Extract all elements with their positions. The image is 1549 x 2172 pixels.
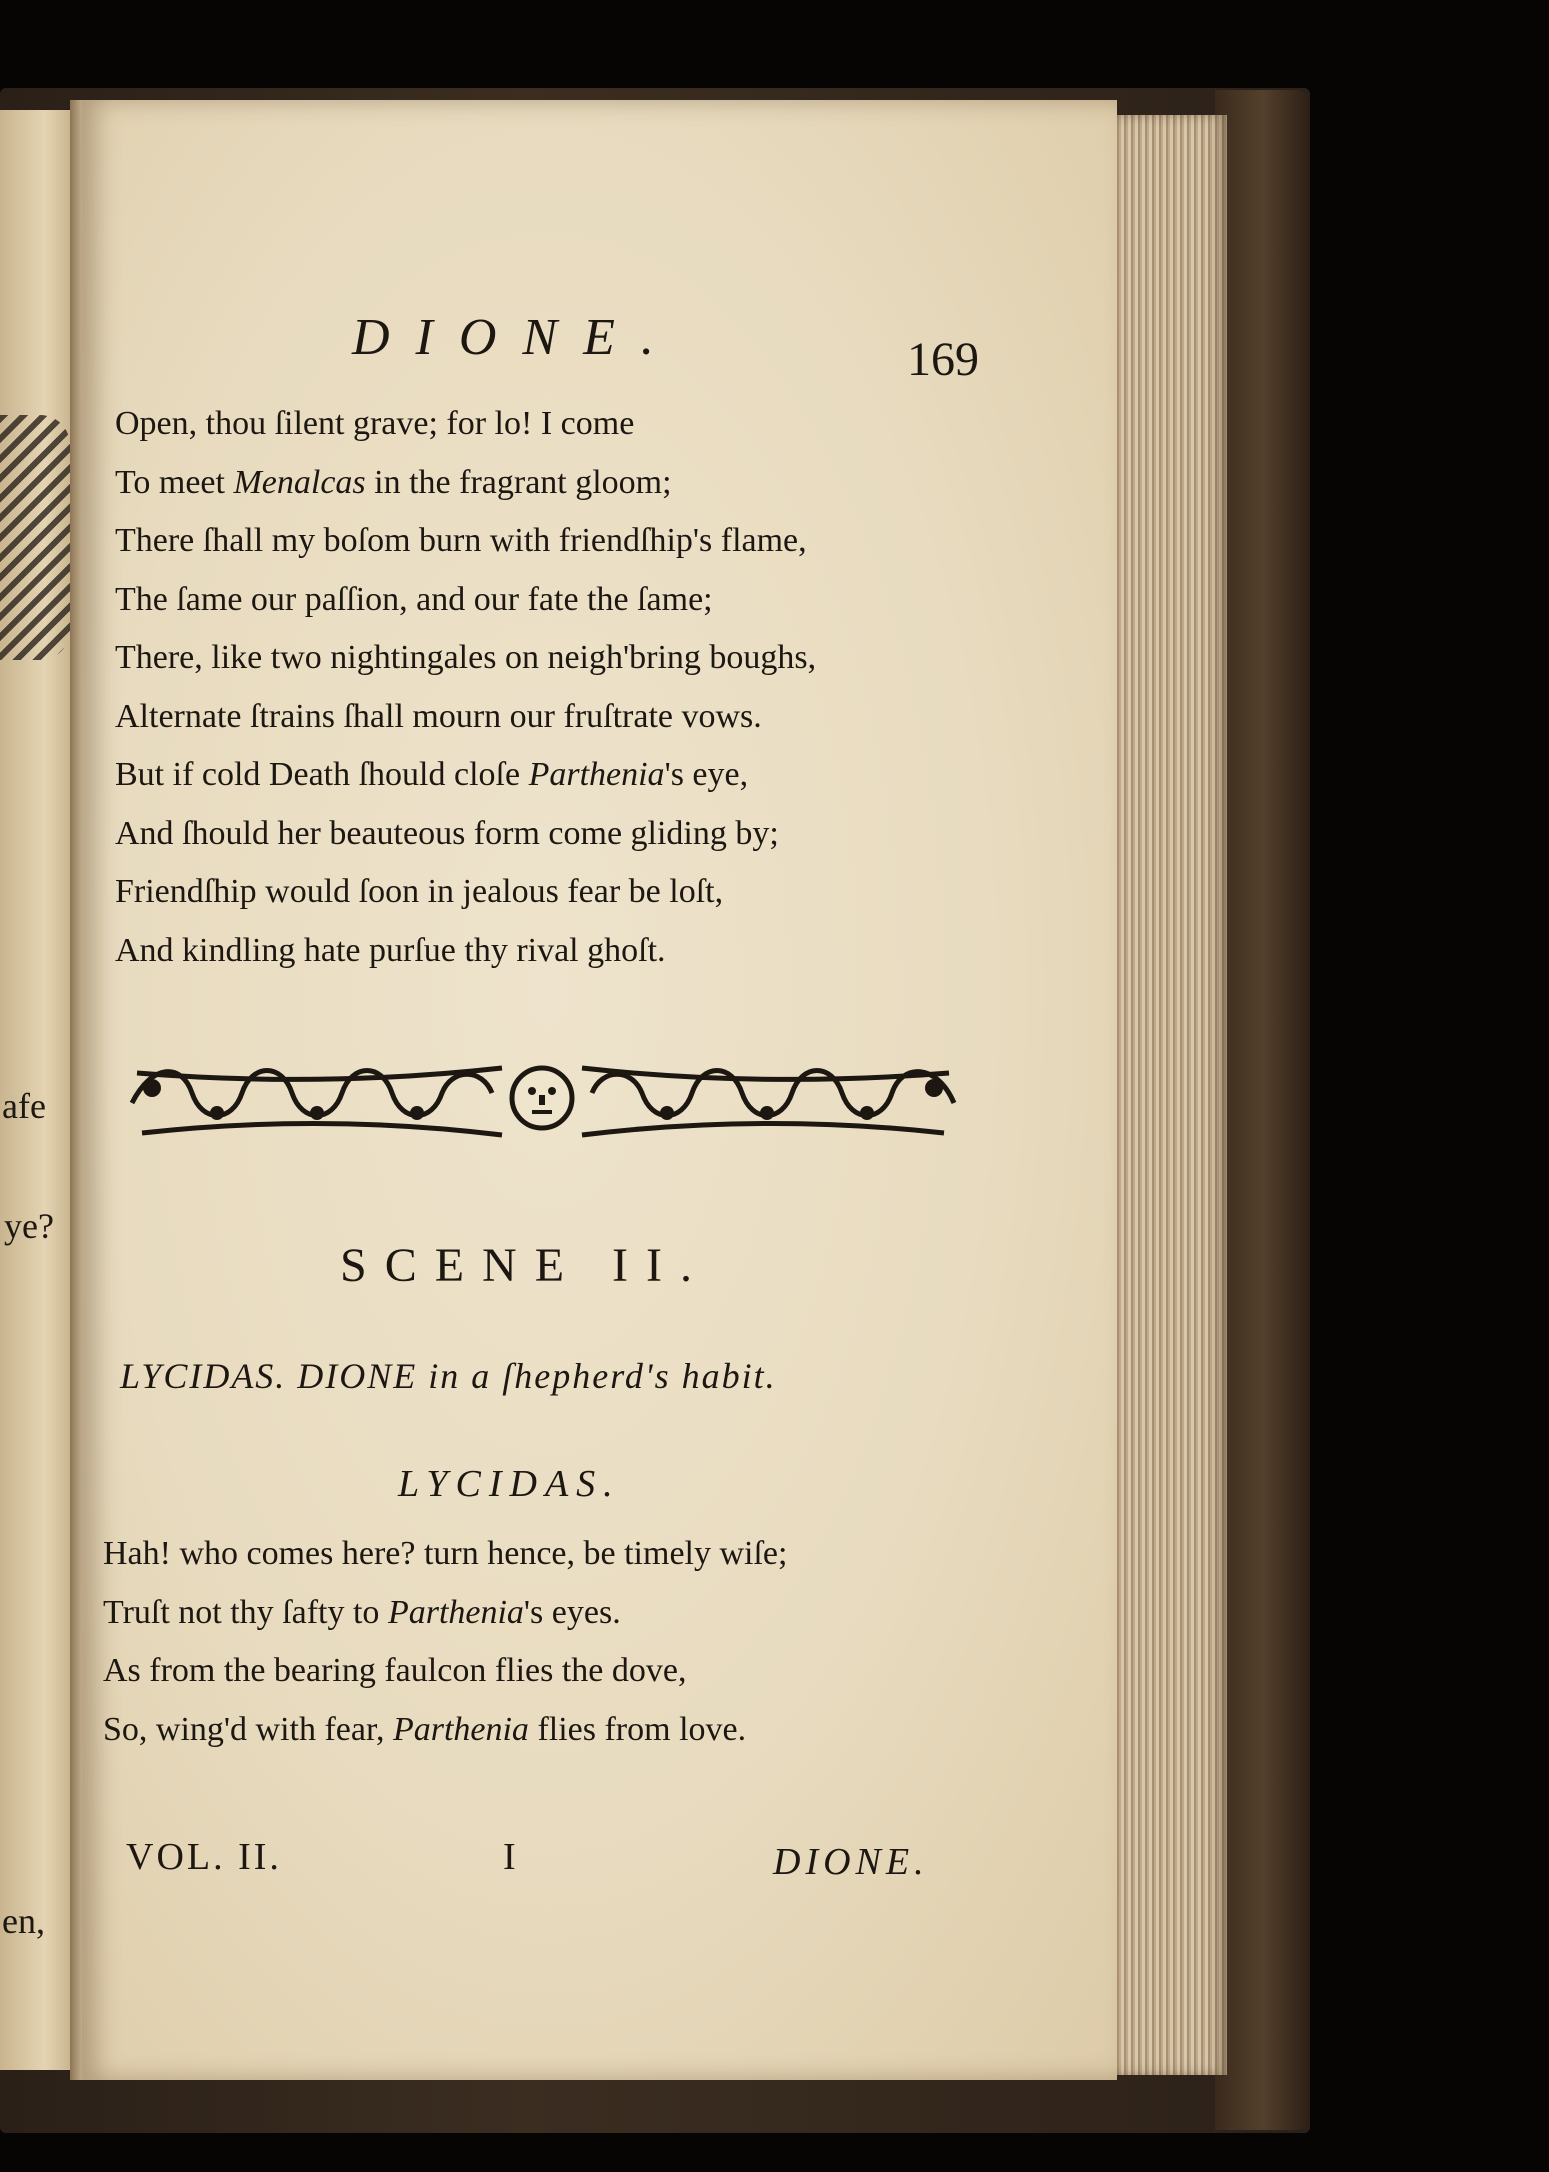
verse-text: As from the bearing faulcon flies the dove, [103, 1652, 687, 1689]
verse-text: 's eyes. [523, 1593, 621, 1631]
verse-line [103, 1535, 787, 1573]
verse-text: 's eye, [664, 756, 749, 793]
previous-page-fragment: en, [2, 1901, 45, 1941]
catchword: DIONE. [773, 1841, 929, 1883]
verse-line [115, 405, 634, 443]
verse-text: There, like two nightingales on neigh'bring boughs, [115, 639, 817, 676]
speaker-name: LYCIDAS. [398, 1463, 621, 1505]
verse-text: And ſhould her beauteous form come gliding by; [115, 814, 779, 852]
running-head: DIONE. [352, 309, 680, 366]
verse-line [103, 1711, 746, 1749]
verse-italic-name: Menalcas [233, 463, 366, 501]
verse-line [115, 756, 748, 794]
signature-mark: I [503, 1836, 516, 1878]
verse-text: flies from love. [528, 1710, 747, 1748]
cast-list: LYCIDAS. DIONE in a ſhepherd's habit. [120, 1356, 777, 1396]
verse-line [115, 581, 713, 619]
verse-text: in the fragrant gloom; [365, 463, 672, 501]
previous-page-fragment: ye? [4, 1206, 54, 1246]
verse-line [115, 815, 779, 853]
previous-page-ornament [0, 415, 70, 660]
verse-line [115, 932, 666, 970]
verse-text: Alternate ſtrains ſhall mourn our fruſtrate vows. [115, 697, 762, 735]
verse-text: But if cold Death ſhould cloſe [115, 756, 529, 793]
verse-text: Friendſhip would ſoon in jealous fear be loſt, [115, 873, 724, 910]
verse-text: Truſt not thy ſafty to [103, 1593, 388, 1631]
verse-text: The ſame our paſſion, and our fate the ſame; [115, 580, 713, 618]
verse-line [103, 1594, 621, 1632]
verse-text: Hah! who comes here? turn hence, be timely wiſe; [103, 1535, 788, 1572]
previous-page-fragment: afe [2, 1086, 46, 1126]
page-edges [1112, 115, 1227, 2075]
verse-line [115, 698, 762, 736]
verse-italic-name: Parthenia [387, 1593, 524, 1631]
verse-line [115, 639, 816, 677]
verse-text: So, wing'd with fear, [103, 1710, 393, 1748]
verse-line [103, 1652, 686, 1690]
verse-text: To meet [115, 463, 234, 501]
verse-italic-name: Parthenia [528, 756, 665, 793]
verse-text: Open, thou ſilent grave; for lo! I come [115, 405, 635, 442]
verse-line [115, 522, 807, 560]
verse-line [115, 873, 723, 911]
verse-italic-name: Parthenia [392, 1710, 529, 1748]
verse-text: There ſhall my boſom burn with friendſhip's flame, [115, 522, 807, 559]
verse-text: And kindling hate purſue thy rival ghoſt. [115, 931, 666, 969]
volume-signature: VOL. II. [126, 1836, 282, 1878]
verse-line [115, 464, 672, 502]
page-number: 169 [907, 333, 979, 386]
scene-heading: SCENE II. [340, 1239, 710, 1292]
book-spine [1215, 90, 1310, 2130]
printers-ornament [122, 1043, 964, 1153]
